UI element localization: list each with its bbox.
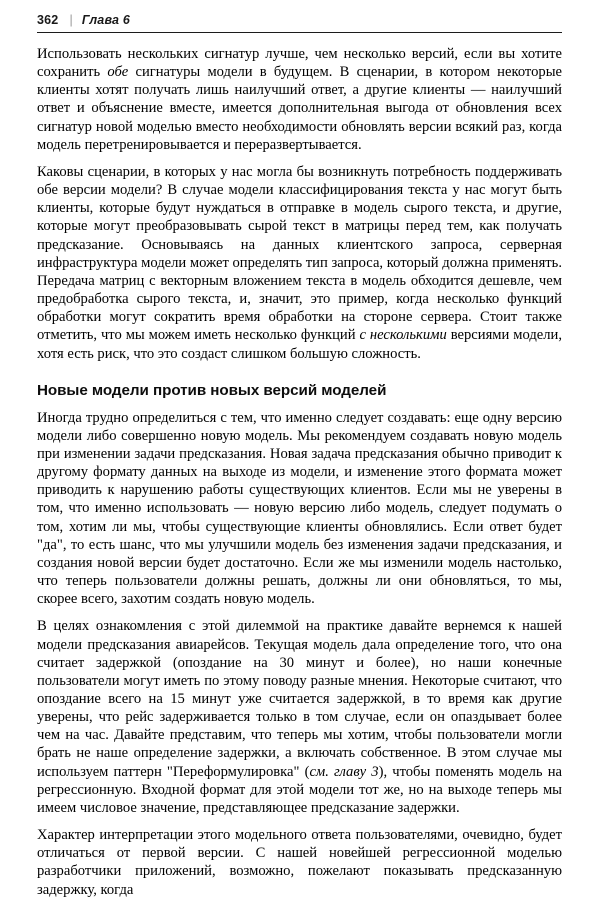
paragraph-5: Характер интерпретации этого модельного ответа пользователями, очевидно, будет отличаться от первой версии. С нашей новейшей регрессионной моделью разработчики приложений, возможно, пожелают показывать предсказанную задержку, когда [37, 827, 562, 898]
chapter-label: Глава 6 [81, 13, 131, 27]
paragraph-1 [37, 45, 562, 154]
paragraph-2 [37, 163, 562, 363]
section-heading: Новые модели против новых версий моделей [37, 381, 387, 399]
header-line [37, 13, 562, 28]
running-header [37, 13, 562, 28]
header-divider [37, 32, 562, 33]
paragraph-4-cross-reference: см. главу 3 [309, 763, 379, 780]
paragraph-1-emphasis: обе [107, 64, 129, 81]
paragraph-1-text-b: сигнатуры модели в будущем. В сценарии, в котором некоторые клиенты хотят получать лишь наилучший ответ, а другие клиенты — наилучший ответ и объяснение вместе, имеется дополнительная выгода от обновления всех сигнатур новой моделью вместо необходимости обновлять версии всякий раз, когда модель перетренировывается и переразвертывается. [37, 64, 562, 153]
page-number: 362 [37, 13, 59, 27]
paragraph-3: Иногда трудно определиться с тем, что именно следует создавать: еще одну версию модели либо совершенно новую модель. Мы рекомендуем создавать новую модель при изменении задачи предсказания. Новая задача предсказания обычно приводит к другому формату данных на выходе из модели, и изменение этого формата может приводить к нарушению работы существующих клиентов. Если мы не уверены в том, что именно использовать — новую версию либо модель, следует подумать о том, хотим ли мы, чтобы существующие клиенты обновлялись. Если ответ будет "да", то есть шанс, что мы улучшили модель без изменения задачи предсказания, и создания новой версии будет достаточно. Если же мы изменили модель настолько, что теперь пользователи должны решать, должны ли они обновляться, то мы, скорее всего, захотим создать новую модель. [37, 409, 562, 608]
paragraph-2-text-b: версиями модели, хотя есть риск, что это создаст слишком большую сложность. [37, 327, 562, 362]
paragraph-4-text-a: В целях ознакомления с этой дилеммой на практике давайте вернемся к нашей модели предсказания авиарейсов. Текущая модель дала определение того, что она считает задержкой (опоздание на 30 минут и более), но наши конечные пользователи могут иметь по этому поводу разные мнения. Некоторые считают, что опоздание всего на 15 минут уже считается задержкой, в то время как другие уверены, что рейс задерживается только в том случае, если он опаздывает более чем на час. Давайте представим, что теперь мы хотим, чтобы пользователи могли брать не наше определение задержки, а включать собственное. В этом случае мы используем паттерн "Переформулировка" ( [37, 618, 562, 780]
paragraph-4 [37, 617, 562, 817]
paragraph-1-text-a: Использовать нескольких сигнатур лучше, чем несколько версий, если вы хотите сохранить [37, 46, 562, 81]
paragraph-2-text-a: Каковы сценарии, в которых у нас могла бы возникнуть потребность поддерживать обе версии модели? В случае модели классифицирования текста у нас могут быть клиенты, которые будут нуждаться в отправке в модель сырого текста, и другие, которые могут преобразовывать сырой текст в матрицы перед тем, как получать предсказание. Основываясь на данных клиентского запроса, серверная инфраструктура модели может определять тип запроса, который должна применять. Передача матриц с векторным вложением текста в модель обходится дешевле, чем предобработка сырого текста, и, значит, это пример, когда несколько функций обработки могут сократить время обработки на стороне сервера. Стоит также отметить, что мы можем иметь несколько функций [37, 163, 562, 344]
paragraph-4-text-b: ), чтобы поменять модель на регрессионную. Входной формат для этой модели тот же, но на выходе теперь мы имеем числовое значение, представляющее предсказание задержки. [37, 763, 563, 816]
header-separator: | [69, 13, 73, 27]
body-content [37, 45, 562, 899]
paragraph-2-emphasis: с несколькими [359, 327, 447, 344]
